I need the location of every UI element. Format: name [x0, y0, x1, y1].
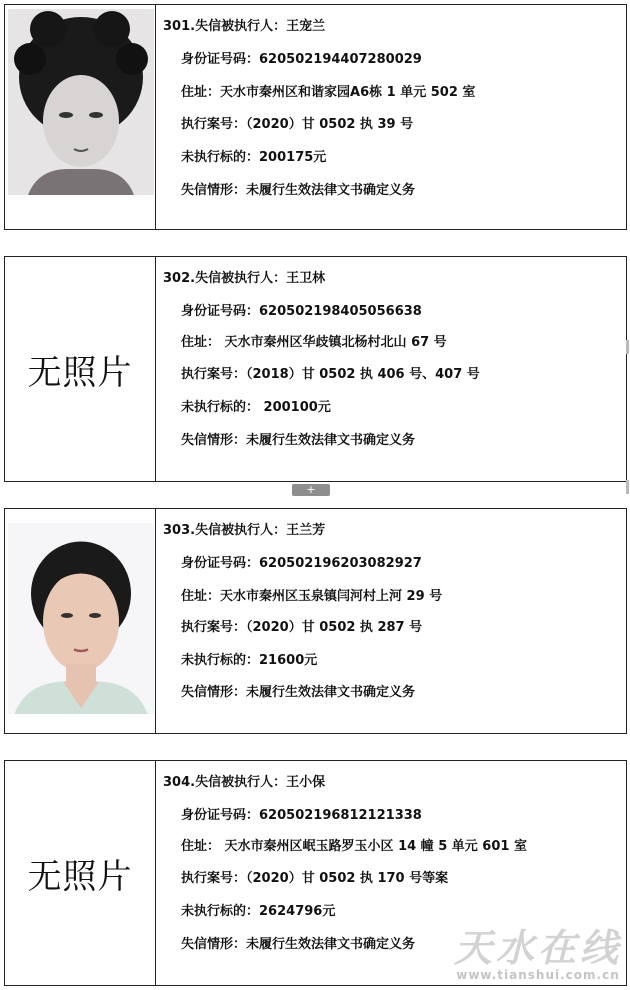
amount-line: 未执行标的：200175元 — [181, 150, 327, 165]
column-divider — [155, 5, 156, 229]
address-line: 住址：天水市秦州区玉泉镇闫河村上河 29 号 — [181, 589, 443, 604]
name-line: 304.失信被执行人：王小保 — [163, 775, 326, 790]
column-divider — [155, 257, 156, 481]
watermark-title: 天水在线 — [453, 926, 622, 970]
amount-line: 未执行标的：21600元 — [181, 653, 318, 668]
situation-line: 失信情形：未履行生效法律文书确定义务 — [181, 685, 416, 700]
situation-line: 失信情形：未履行生效法律文书确定义务 — [181, 183, 416, 198]
address-line: 住址： 天水市秦州区华歧镇北杨村北山 67 号 — [181, 335, 447, 350]
site-watermark — [454, 917, 622, 982]
amount-line: 未执行标的： 200100元 — [181, 400, 331, 415]
name-line: 303.失信被执行人：王兰芳 — [163, 523, 326, 538]
id-line: 身份证号码：620502196812121338 — [181, 808, 422, 823]
record-card-301 — [4, 4, 627, 230]
photo-cell — [5, 5, 155, 229]
case-line: 执行案号：（2020）甘 0502 执 287 号 — [181, 620, 423, 635]
situation-line: 失信情形：未履行生效法律文书确定义务 — [181, 433, 416, 448]
photo-cell — [5, 257, 155, 481]
person-photo — [8, 519, 154, 714]
id-line: 身份证号码：620502194407280029 — [181, 52, 422, 67]
person-photo — [8, 9, 154, 195]
column-divider — [155, 509, 156, 733]
expand-button[interactable]: + — [292, 484, 330, 496]
case-line: 执行案号：（2018）甘 0502 执 406 号、407 号 — [181, 367, 480, 382]
name-line: 302.失信被执行人：王卫林 — [163, 271, 326, 286]
address-line: 住址： 天水市秦州区岷玉路罗玉小区 14 幢 5 单元 601 室 — [181, 839, 527, 854]
photo-cell — [5, 761, 155, 985]
no-photo-text: 无照片 — [27, 856, 133, 897]
record-card-303 — [4, 508, 627, 734]
amount-line: 未执行标的：2624796元 — [181, 904, 336, 919]
record-card-302 — [4, 256, 627, 482]
photo-cell — [5, 509, 155, 733]
no-photo-text: 无照片 — [27, 352, 133, 393]
case-line: 执行案号：（2020）甘 0502 执 170 号等案 — [181, 871, 449, 886]
situation-line: 失信情形：未履行生效法律文书确定义务 — [181, 937, 416, 952]
id-line: 身份证号码：620502196203082927 — [181, 556, 422, 571]
scroll-marker — [626, 480, 629, 494]
case-line: 执行案号：（2020）甘 0502 执 39 号 — [181, 117, 414, 132]
id-line: 身份证号码：620502198405056638 — [181, 304, 422, 319]
watermark-url: www.tianshui.com.cn — [456, 968, 620, 982]
address-line: 住址：天水市秦州区和谐家园A6栋 1 单元 502 室 — [181, 85, 476, 100]
column-divider — [155, 761, 156, 985]
name-line: 301.失信被执行人：王宠兰 — [163, 19, 326, 34]
scroll-marker — [626, 340, 629, 354]
